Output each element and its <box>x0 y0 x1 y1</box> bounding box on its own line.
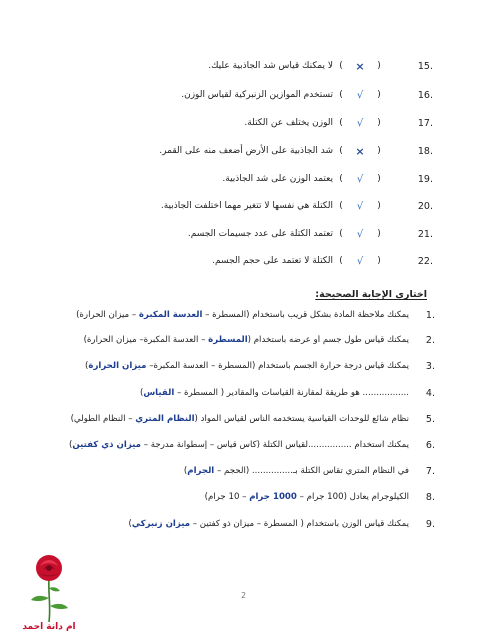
statement-text: لا يمكنك قياس شد الجاذبية عليك. <box>208 61 333 71</box>
question-suffix: ) <box>183 466 188 476</box>
close-paren: ) <box>339 174 343 184</box>
mc-item <box>35 305 435 325</box>
close-paren: ) <box>339 256 343 266</box>
close-paren: ) <box>339 61 343 71</box>
item-number: 8. <box>425 491 435 503</box>
correct-answer: الجرام <box>187 466 215 476</box>
tf-item <box>43 251 433 271</box>
check-mark-icon: √ <box>356 89 364 101</box>
check-mark-icon: √ <box>356 173 364 185</box>
correct-answer: العدسة المكبرة <box>138 310 203 320</box>
cross-mark-icon: × <box>355 59 365 73</box>
question-text <box>35 361 409 371</box>
mc-item <box>35 514 435 534</box>
correct-answer: النظام المتري <box>135 414 195 424</box>
logo-signature: ام دانة احمد <box>22 622 76 632</box>
open-paren: ( <box>377 146 381 156</box>
tf-item <box>43 113 433 133</box>
open-paren: ( <box>377 201 381 211</box>
item-number: 18. <box>417 145 433 157</box>
open-paren: ( <box>377 61 381 71</box>
item-number: 21. <box>417 228 433 240</box>
check-mark-icon: √ <box>356 117 364 129</box>
statement-text: الكتلة هي نفسها لا تتغير مهما اختلفت الجاذبية. <box>160 201 333 211</box>
tf-item <box>43 196 433 216</box>
rose-logo-icon <box>18 548 80 630</box>
correct-answer: المسطرة <box>208 335 248 345</box>
item-number: 1. <box>425 309 435 321</box>
question-prefix: يمكنك قياس طول جسم أو عرضه باستخدام ( <box>247 335 409 345</box>
tf-item <box>43 85 433 105</box>
statement-text: شد الجاذبية على الأرض أضعف منه على القمر. <box>159 146 333 156</box>
tf-item <box>43 141 433 161</box>
question-prefix: في النظام المتري تقاس الكتلة بـ............... (الحجم – <box>214 466 409 476</box>
open-paren: ( <box>377 256 381 266</box>
question-prefix: يمكنك قياس درجة حرارة الجسم باستخدام (المسطرة – العدسة المكبرة– <box>146 361 409 371</box>
item-number: 6. <box>425 439 435 451</box>
question-text <box>35 335 409 345</box>
close-paren: ) <box>339 146 343 156</box>
statement-text: تستخدم الموازين الزنبركية لقياس الوزن. <box>181 90 333 100</box>
question-prefix: نظام شائع للوحدات القياسية يستخدمه الناس لقياس المواد ( <box>194 414 409 424</box>
question-text <box>35 492 409 502</box>
check-mark-icon: √ <box>356 228 364 240</box>
open-paren: ( <box>377 90 381 100</box>
tf-item <box>43 169 433 189</box>
correct-answer: ميزان الحرارة <box>88 361 147 371</box>
item-number: 22. <box>417 255 433 267</box>
question-prefix: ................. هو طريقة لمقارنة القياسات والمقادير ( المسطرة – <box>174 388 409 398</box>
statement-text: تعتمد الكتلة على عدد جسيمات الجسم. <box>187 229 333 239</box>
mc-item <box>35 409 435 429</box>
correct-answer: ميزان زنبركي <box>131 519 191 529</box>
question-text <box>35 388 409 398</box>
question-suffix: – العدسة المكبرة– ميزان الحرارة) <box>83 335 209 345</box>
cross-mark-icon: × <box>355 144 365 158</box>
close-paren: ) <box>339 229 343 239</box>
close-paren: ) <box>339 118 343 128</box>
question-prefix: يمكنك قياس الوزن باستخدام ( المسطرة – ميزان ذو كفتين – <box>190 519 409 529</box>
open-paren: ( <box>377 174 381 184</box>
check-mark-icon: √ <box>356 255 364 267</box>
correct-answer: القياس <box>143 388 175 398</box>
question-suffix: – النظام الطولي) <box>70 414 136 424</box>
question-suffix: ) <box>139 388 144 398</box>
item-number: 19. <box>417 173 433 185</box>
question-text <box>35 414 409 424</box>
question-suffix: ) <box>85 361 89 371</box>
item-number: 3. <box>425 360 435 372</box>
item-number: 2. <box>425 334 435 346</box>
question-suffix: – 10 جرام) <box>204 492 250 502</box>
mc-item <box>35 330 435 350</box>
mc-item <box>35 487 435 507</box>
question-prefix: الكيلوجرام يعادل (100 جرام – <box>296 492 409 502</box>
close-paren: ) <box>339 90 343 100</box>
mc-item <box>35 435 435 455</box>
question-suffix: ) <box>68 440 73 450</box>
tf-item <box>43 56 433 76</box>
statement-text: الوزن يختلف عن الكتلة. <box>244 118 333 128</box>
question-text <box>35 310 409 320</box>
item-number: 4. <box>425 387 435 399</box>
item-number: 7. <box>425 465 435 477</box>
item-number: 20. <box>417 200 433 212</box>
question-text <box>35 440 409 450</box>
item-number: 16. <box>417 89 433 101</box>
statement-text: الكتلة لا تعتمد على حجم الجسم. <box>212 256 333 266</box>
open-paren: ( <box>377 229 381 239</box>
mc-item <box>35 461 435 481</box>
check-mark-icon: √ <box>356 200 364 212</box>
mc-item <box>35 383 435 403</box>
section-heading: اختاري الإجابة الصحيحة: <box>315 289 427 300</box>
question-text <box>35 519 409 529</box>
statement-text: يعتمد الوزن على شد الجاذبية. <box>222 174 333 184</box>
correct-answer: ميزان ذي كفتين <box>72 440 142 450</box>
close-paren: ) <box>339 201 343 211</box>
question-suffix: ) <box>128 519 132 529</box>
item-number: 17. <box>417 117 433 129</box>
page-number: 2 <box>241 591 247 600</box>
item-number: 15. <box>417 60 433 72</box>
correct-answer: 1000 جرام <box>249 492 297 502</box>
tf-item <box>43 224 433 244</box>
question-prefix: يمكنك ملاحظة المادة بشكل قريب باستخدام (المسطرة – <box>202 310 409 320</box>
question-prefix: يمكنك استخدام ................لقياس الكتلة (كأس قياس – إسطوانة مدرجة – <box>141 440 409 450</box>
question-suffix: – ميزان الحرارة) <box>76 310 139 320</box>
question-text <box>35 466 409 476</box>
item-number: 9. <box>425 518 435 530</box>
open-paren: ( <box>377 118 381 128</box>
mc-item <box>35 356 435 376</box>
item-number: 5. <box>425 413 435 425</box>
